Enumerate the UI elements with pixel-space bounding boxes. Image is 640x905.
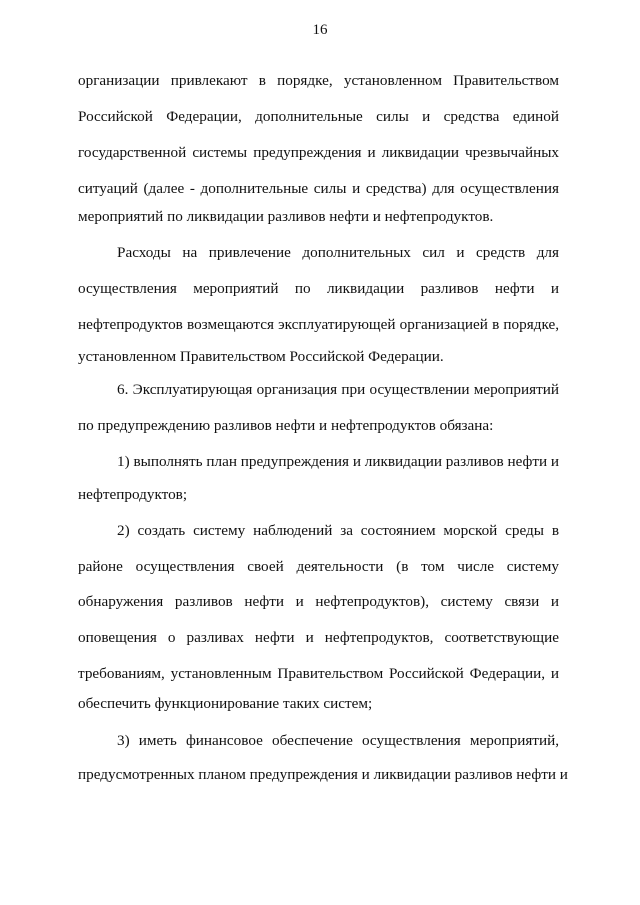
- text-line: Расходы на привлечение дополнительных сил и средств для: [117, 244, 559, 261]
- text-line: Российской Федерации, дополнительные силы и средства единой: [78, 108, 559, 125]
- text-line: районе осуществления своей деятельности (в том числе систему: [78, 558, 559, 575]
- text-line: ситуаций (далее - дополнительные силы и средства) для осуществления: [78, 180, 559, 197]
- text-line: установленном Правительством Российской Федерации.: [78, 348, 444, 365]
- text-line: государственной системы предупреждения и ликвидации чрезвычайных: [78, 144, 559, 161]
- text-line: организации привлекают в порядке, установленном Правительством: [78, 72, 559, 89]
- text-line: требованиям, установленным Правительством Российской Федерации, и: [78, 665, 559, 682]
- text-line: 6. Эксплуатирующая организация при осуществлении мероприятий: [117, 381, 559, 398]
- text-line: 2) создать систему наблюдений за состоянием морской среды в: [117, 522, 559, 539]
- page-number: 16: [312, 22, 328, 38]
- text-line: нефтепродуктов;: [78, 486, 188, 503]
- text-line: 3) иметь финансовое обеспечение осуществления мероприятий,: [117, 732, 559, 749]
- text-line: осуществления мероприятий по ликвидации разливов нефти и: [78, 280, 559, 297]
- text-line: нефтепродуктов возмещаются эксплуатирующей организацией в порядке,: [78, 316, 559, 333]
- text-line: мероприятий по ликвидации разливов нефти и нефтепродуктов.: [78, 208, 494, 225]
- text-line: обеспечить функционирование таких систем;: [78, 695, 373, 712]
- text-line: оповещения о разливах нефти и нефтепродуктов, соответствующие: [78, 629, 559, 646]
- text-line: обнаружения разливов нефти и нефтепродуктов), систему связи и: [78, 593, 559, 610]
- text-line: предусмотренных планом предупреждения и ликвидации разливов нефти и: [78, 766, 568, 783]
- text-line: по предупреждению разливов нефти и нефтепродуктов обязана:: [78, 417, 494, 434]
- text-line: 1) выполнять план предупреждения и ликвидации разливов нефти и: [117, 453, 560, 470]
